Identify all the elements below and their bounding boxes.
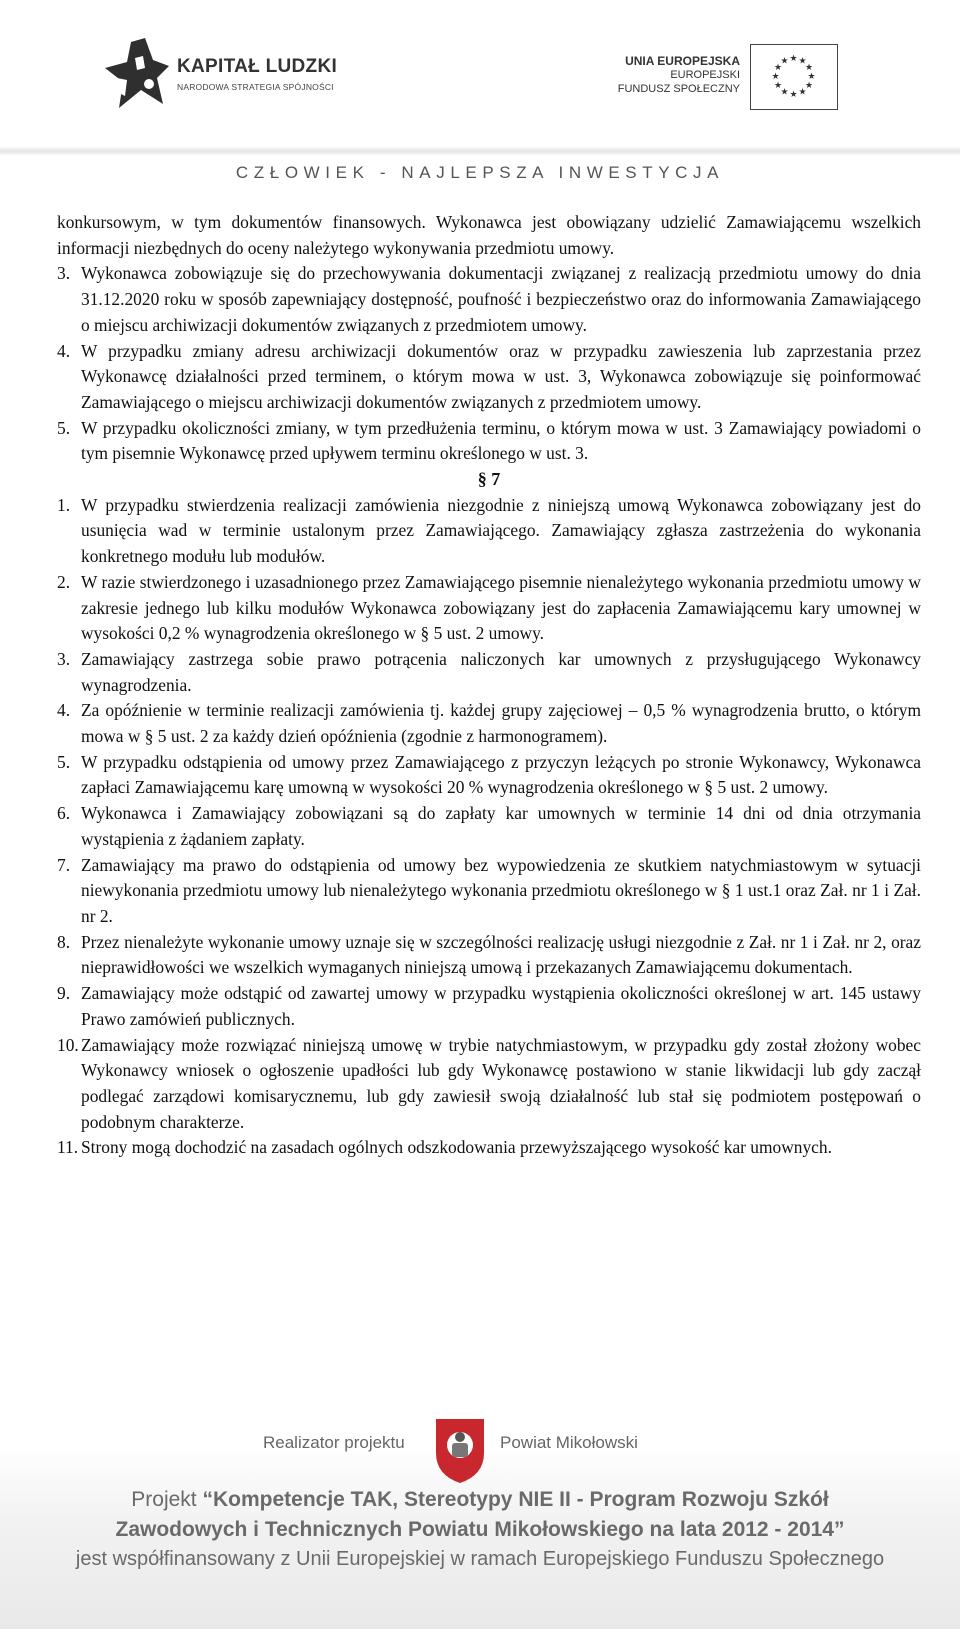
powiat-label: Powiat Mikołowski: [500, 1433, 638, 1452]
eu-stars-icon: [751, 45, 836, 108]
list-item: [57, 261, 921, 338]
footer-cofinancing-line: jest współfinansowany z Unii Europejskiej w ramach Europejskiego Funduszu Społecznego: [75, 1548, 885, 1570]
list-item-text: Przez nienależyte wykonanie umowy uznaje się w szczególności realizację usługi niezgodnie z Zał. nr 1 i Zał. nr 2, oraz nieprawidłowości we wszelkich wymaganych niniejszą umową i przekazanych Zamawiającemu dokumentach.: [81, 931, 921, 978]
realizator-label: Realizator projektu: [263, 1433, 405, 1452]
list-item: [57, 493, 921, 570]
svg-text:★: ★: [789, 54, 798, 64]
list-item: [57, 339, 921, 416]
svg-text:★: ★: [773, 63, 783, 73]
list-item-number: 5.: [57, 751, 71, 772]
footer-project-line-2: Zawodowych i Technicznych Powiatu Mikołowskiego na lata 2012 - 2014”: [115, 1518, 845, 1541]
footer-project-line-1: [0, 1488, 960, 1512]
eu-line-1: UNIA EUROPEJSKA: [625, 54, 740, 68]
list-item-number: 4.: [57, 700, 71, 721]
eu-logo-text: [618, 54, 740, 97]
list-item-text: W przypadku zmiany adresu archiwizacji dokumentów oraz w przypadku zawieszenia lub zaprzestania przez Wykonawcę działalności przed terminem, o którym mowa w ust. 3, Wykonawca zobowiązuje się poinformować Zamawiającego o miejscu archiwizacji dokumentów związanych z przedmiotem umowy.: [81, 340, 921, 412]
list-item: [57, 1033, 921, 1136]
svg-text:★: ★: [807, 72, 816, 82]
kapital-ludzki-logo: [105, 38, 345, 118]
list-item-text: W razie stwierdzonego i uzasadnionego przez Zamawiającego pisemnie nienależytego wykonania przedmiotu umowy w zakresie jednego lub kilku modułów Wykonawca zobowiązany jest do zapłacenia Zamawiającemu kary umownej w wysokości 0,2 % wynagrodzenia określonego w § 5 ust. 2 umowy.: [81, 571, 921, 644]
list-item-text: Zamawiający ma prawo do odstąpienia od umowy bez wypowiedzenia ze skutkiem natychmiastowym w sytuacji niewykonania przedmiotu umowy lub nienależytego wykonania przedmiotu określonego w § 1 ust.1 oraz Zał. nr 1 i Zał. nr 2.: [81, 854, 921, 926]
list-item: [57, 981, 921, 1032]
list-item-number: 2.: [57, 571, 71, 592]
list-item: [57, 750, 921, 801]
list-item: [57, 853, 921, 930]
list-item-number: 11.: [57, 1137, 79, 1158]
kapital-ludzki-star-icon: [105, 38, 169, 112]
list-continued: [57, 261, 921, 467]
powiat-crest-icon: [430, 1415, 490, 1485]
eu-logo: [600, 42, 840, 117]
footer-project-title-1: “Kompetencje TAK, Stereotypy NIE II - Program Rozwoju Szkół: [202, 1488, 829, 1511]
header-slogan: CZŁOWIEK - NAJLEPSZA INWESTYCJA: [235, 163, 725, 182]
list-item-number: 4.: [57, 340, 71, 361]
list-item-number: 8.: [57, 931, 71, 952]
list-item-text: Zamawiający zastrzega sobie prawo potrącenia naliczonych kar umownych z przysługującego Wykonawcy wynagrodzenia.: [81, 648, 921, 695]
eu-flag-icon: [750, 44, 838, 110]
svg-text:★: ★: [804, 63, 814, 73]
page-header: [0, 0, 960, 200]
list-item-text: Za opóźnienie w terminie realizacji zamówienia tj. każdej grupy zajęciowej – 0,5 % wynagrodzenia brutto, o którym mowa w § 5 ust. 2 za każdy dzień opóźnienia (zgodnie z harmonogramem).: [81, 700, 921, 747]
list-item-text: Zamawiający może odstąpić od zawartej umowy w przypadku wystąpienia okoliczności określonej w art. 145 ustawy Prawo zamówień publicznych.: [81, 983, 921, 1029]
list-item: [57, 1135, 921, 1161]
list-item: [57, 647, 921, 698]
list-item-text: Wykonawca i Zamawiający zobowiązani są do zapłaty kar umownych w terminie 14 dni od dnia otrzymania wystąpienia z żądaniem zapłaty.: [81, 803, 921, 849]
list-item-text: W przypadku stwierdzenia realizacji zamówienia niezgodnie z niniejszą umową Wykonawca zobowiązany jest do usunięcia wad w terminie ustalonym przez Zamawiającego. Zamawiający zgłasza zastrzeżenia do wykonania konkretnego modułu lub modułów.: [81, 494, 921, 567]
list-item-text: W przypadku okoliczności zmiany, w tym przedłużenia terminu, o którym mowa w ust. 3 Zamawiający powiadomi o tym pisemnie Wykonawcę przed upływem terminu określonego w ust. 3.: [81, 417, 921, 464]
section-7-list: [57, 493, 921, 1161]
list-item-text: Wykonawca zobowiązuje się do przechowywania dokumentacji związanej z realizacją przedmiotu umowy do dnia 31.12.2020 roku w sposób zapewniający dostępność, poufność i bezpieczeństwo oraz do informowania Zamawiającego o miejscu archiwizacji dokumentów związanych z przedmiotem umowy.: [81, 263, 921, 335]
list-item-number: 7.: [57, 854, 71, 875]
svg-text:★: ★: [780, 56, 789, 67]
list-item-text: Zamawiający może rozwiązać niniejszą umowę w trybie natychmiastowym, w przypadku gdy został złożony wobec Wykonawcy wniosek o ogłoszenie upadłości lub gdy Wykonawcę postawiono w stanie likwidacji lub gdy zaczął podlegać zarządowi komisarycznemu, lub gdy zawiesił swoją działalność lub stał się podmiotem postępowań o podobnym charakterze.: [81, 1034, 921, 1132]
svg-text:★: ★: [780, 87, 789, 98]
list-item: [57, 416, 921, 467]
svg-text:★: ★: [773, 81, 783, 91]
logo-subtitle: NARODOWA STRATEGIA SPÓJNOŚCI: [177, 82, 334, 92]
list-item: [57, 801, 921, 852]
svg-text:★: ★: [789, 90, 798, 100]
list-item-number: 9.: [57, 983, 71, 1004]
list-item: [57, 570, 921, 647]
list-item: [57, 698, 921, 749]
document-body: [57, 210, 921, 1161]
intro-paragraph: konkursowym, w tym dokumentów finansowych. Wykonawca jest obowiązany udzielić Zamawiającemu wszelkich informacji niezbędnych do oceny należytego wykonywania przedmiotu umowy.: [57, 212, 921, 258]
list-item-number: 3.: [57, 263, 71, 284]
eu-line-2: EUROPEJSKI: [670, 69, 740, 81]
list-item-text: W przypadku odstąpienia od umowy przez Zamawiającego z przyczyn leżących po stronie Wykonawcy, Wykonawca zapłaci Zamawiającemu karę umowną w wysokości 20 % wynagrodzenia określonego w § 5 ust. 2 umowy.: [81, 751, 921, 798]
header-divider: [0, 147, 960, 155]
svg-text:★: ★: [804, 81, 814, 91]
logo-title: KAPITAŁ LUDZKI: [177, 56, 338, 77]
section-heading: § 7: [477, 469, 501, 490]
list-item-number: 6.: [57, 803, 71, 824]
list-item-number: 1.: [57, 494, 71, 515]
svg-text:★: ★: [798, 87, 807, 98]
list-item: [57, 930, 921, 981]
footer-project-prefix: Projekt: [131, 1488, 203, 1511]
svg-text:★: ★: [798, 56, 807, 67]
eu-line-3: FUNDUSZ SPOŁECZNY: [617, 82, 740, 95]
list-item-number: 10.: [57, 1034, 79, 1055]
list-item-number: 3.: [57, 648, 71, 669]
page-footer: [0, 1400, 960, 1629]
list-item-text: Strony mogą dochodzić na zasadach ogólnych odszkodowania przewyższającego wysokość kar umownych.: [81, 1137, 832, 1158]
list-item-number: 5.: [57, 417, 71, 438]
svg-text:★: ★: [771, 72, 780, 82]
